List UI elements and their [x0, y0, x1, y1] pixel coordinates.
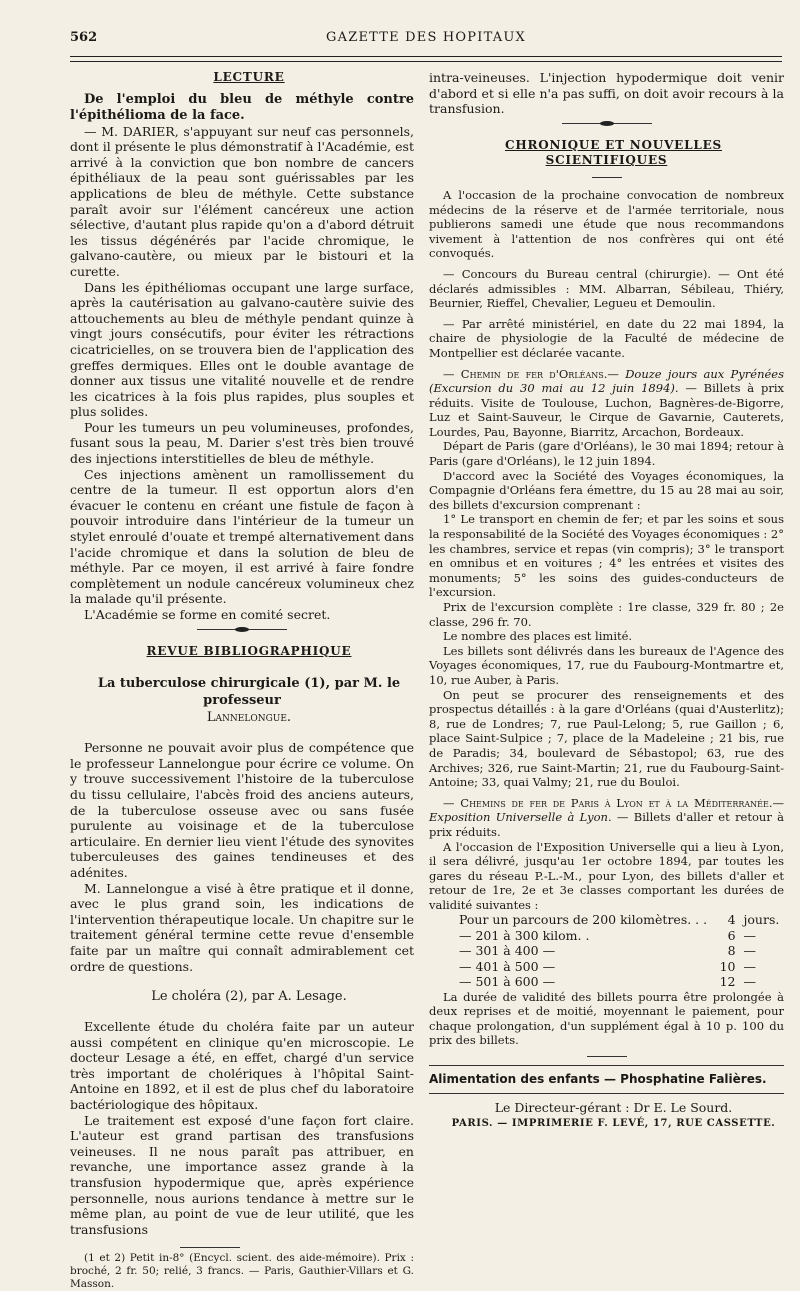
validity-days: 12: [719, 974, 736, 990]
plm-subheading: — Exposition Universelle à Lyon. —: [429, 795, 784, 825]
validity-unit: —: [743, 974, 757, 990]
continued-paragraph: intra-veineuses. L'injection hypodermique doit venir d'abord et si elle n'a pas suffi, on doit avoir recours à la transfusion.: [429, 70, 784, 117]
validity-days: 10: [719, 958, 736, 974]
validity-row: [429, 974, 784, 989]
validity-distance: Pour un parcours de 200 kilomètres. . .: [459, 912, 708, 928]
accord-paragraph: D'accord avec la Société des Voyages économiques, la Compagnie d'Orléans fera émettre, du 15 au 28 mai au soir, des billets d'excursion comprenant :: [429, 468, 784, 512]
validity-row: [429, 943, 784, 958]
review-paragraph: M. Lannelongue a visé à être pratique et il donne, avec le plus grand soin, les indications de l'intervention thérapeutique locale. Un chapitre sur le traitement général termine cette revue d'ensemble faite par un maître qui connaît admirablement cet ordre de questions.: [70, 880, 414, 974]
lecture-paragraph: Dans les épithéliomas occupant une large surface, après la cautérisation au galvano-cautère suivie des attouchements au bleu de méthyle pendant quinze à vingt jours consécutifs, pour éviter les rétractions cicatricielles, on se trouvera bien de l'application des greffes dermiques. Elles ont le double avantage de donner aux tissus une vitalité nouvelle et de rendre les cicatrices à la fois plus rapides, plus souples et plus solides.: [70, 279, 414, 420]
footnote-rule: [180, 1247, 240, 1248]
orleans-text: Billets à prix réduits. Visite de Toulouse, Luchon, Bagnères-de-Bigorre, Luz et Saint-Sauveur, le Cirque de Gavarnie, Cauterets, Lourdes, Pau, Bayonne, Biarritz, Arcachon, Bordeaux.: [429, 381, 784, 439]
review-paragraph: Personne ne pouvait avoir plus de compétence que le professeur Lannelongue pour écrire ce volume. On y trouve successivement l'histoire de la tuberculose du tissu cellulaire, l'abcès froid des anciens auteurs, de la tuberculose osseuse avec ou sans fusée purulente au voisinage et de la tuberculose articulaire. En dernier lieu vient l'étude des synovites tuberculeuses des gaines tendineuses et des adénites.: [70, 740, 414, 880]
lecture-heading: LECTURE: [213, 70, 285, 84]
lecture-author: M. DARIER: [101, 123, 175, 139]
footnote: (1 et 2) Petit in-8° (Encycl. scient. des aide-mémoire). Prix : broché, 2 fr. 50; relié, 3 francs. — Paris, Gauthier-Villars et G. Masson.: [70, 1252, 414, 1291]
billets-paragraph: Les billets sont délivrés dans les bureaux de l'Agence des Voyages économiques, 17, rue du Faubourg-Montmartre et, 10, rue Auber, à Paris.: [429, 643, 784, 687]
validity-distance: — 201 à 300 kilom. .: [459, 927, 590, 943]
lecture-paragraph-text: , s'appuyant sur neuf cas personnels, dont il présente le plus démonstratif à l'Académie, est arrivé à la conviction que bon nombre de cancers épithéliaux de la peau sont guérissables par les applications de bleu de méthyle. Cette substance paraît avoir sur l'élément cancéreux une action sélective, d'autant plus rapide qu'on a d'abord détruit les tissus dégénérés par l'acide chromique, le galvano-cautère, ou mieux par le bistouri et la curette.: [70, 123, 414, 279]
validity-row: [429, 959, 784, 974]
plm-text: Billets d'aller et retour à prix réduits.: [429, 810, 785, 839]
short-rule: [587, 1056, 627, 1057]
depart-paragraph: Départ de Paris (gare d'Orléans), le 30 mai 1894; retour à Paris (gare d'Orléans), le 12 juin 1894.: [429, 439, 784, 469]
validity-distance: — 301 à 400 —: [459, 943, 556, 959]
duree-paragraph: La durée de validité des billets pourra être prolongée à deux reprises et de moitié, moyennant le paiement, pour chaque prolongation, d'un supplément égal à 10 p. 100 du prix des billets.: [429, 989, 784, 1048]
validity-unit: —: [743, 927, 757, 943]
lecture-paragraph: Pour les tumeurs un peu volumineuses, profondes, fusant sous la peau, M. Darier s'est très bien trouvé des injections interstitielles de bleu de méthyle.: [70, 419, 414, 467]
section-ornament: [562, 123, 652, 130]
review1-title: La tuberculose chirurgicale (1), par M. le professeur: [97, 676, 401, 709]
review-paragraph: Excellente étude du choléra faite par un auteur aussi compétent en clinique qu'en microscopie. Le docteur Lesage a été, en effet, chargé d'un service très important de cholériques à l'hôpital Saint-Antoine en 1892, et il est de plus chef du laboratoire bactériologique des hôpitaux.: [70, 1019, 414, 1113]
validity-table: [429, 912, 784, 989]
validity-distance: — 401 à 500 —: [459, 958, 556, 974]
lecture-paragraph: Ces injections amènent un ramollissement du centre de la tumeur. Il est opportun alors d'en évacuer le contenu en créant une fistule de façon à pouvoir introduire dans l'intérieur de la tumeur un stylet enroulé d'ouate et trempé alternativement dans l'acide chromique et dans la solution de bleu de méthyle. Par ce moyen, il est arrivé à faire fondre complètement un nodule cancéreux volumineux chez la malade qu'il présente.: [70, 466, 414, 607]
validity-row: [429, 928, 784, 943]
orleans-paragraph: [429, 367, 784, 440]
review2-title: Le choléra (2), par A. Lesage.: [151, 989, 347, 1005]
divider-rule: [429, 1093, 784, 1094]
header-rule: [70, 56, 782, 62]
plm-paragraph: A l'occasion de l'Exposition Universelle qui a lieu à Lyon, il sera délivré, jusqu'au 1er octobre 1894, par toutes les gares du réseau P.-L.-M., pour Lyon, des billets d'aller et retour de 1re, 2e et 3e classes comportant les durées de validité suivantes :: [429, 839, 784, 912]
review1-author: Lannelongue.: [206, 710, 292, 726]
validity-days: 8: [727, 943, 736, 959]
prospectus-paragraph: On peut se procurer des renseignements et des prospectus détaillés : à la gare d'Orléans (quai d'Austerlitz); 8, rue de Londres; 7, rue Paul-Lelong; 5, rue Gaillon ; 6, place Saint-Sulpice ; 7, place de la Madeleine ; 21 bis, rue de Paradis; 34, boulevard de Sébastopol; 63, rue des Archives; 326, rue Saint-Martin; 21, rue du Faubourg-Saint-Antoine; 33, quai Valmy; 21, rue du Bouloi.: [429, 687, 784, 790]
section-ornament: [197, 629, 287, 636]
plm-heading: — Chemins de fer de Paris à Lyon et à la Méditerranée.: [443, 795, 773, 810]
validity-distance: — 501 à 600 —: [459, 974, 556, 990]
validity-unit: —: [743, 943, 757, 959]
right-column: [429, 70, 784, 1132]
signature-line: Le Directeur-gérant : Dr E. Le Sourd.: [494, 1100, 733, 1116]
alimentation-ad: Alimentation des enfants — Phosphatine Falières.: [429, 1071, 767, 1086]
validity-days: 6: [727, 927, 736, 943]
journal-title: GAZETTE DES HOPITAUX: [326, 30, 526, 45]
chronique-paragraph: — Par arrêté ministériel, en date du 22 mai 1894, la chaire de physiologie de la Faculté de médecine de Montpellier est déclarée vacante.: [429, 316, 784, 360]
plm-heading-paragraph: [429, 796, 784, 840]
revue-heading: REVUE BIBLIOGRAPHIQUE: [146, 643, 352, 658]
page-number: 562: [70, 30, 98, 45]
chronique-paragraph: A l'occasion de la prochaine convocation de nombreux médecins de la réserve et de l'armée territoriale, nous publierons samedi une étude que nous recommandons vivement à l'attention de nos confrères qui ont été convoqués.: [429, 187, 784, 261]
nombre-paragraph: Le nombre des places est limité.: [443, 629, 633, 644]
orleans-subheading: — Douze jours aux Pyrénées (Excursion du 30 mai au 12 juin 1894). —: [429, 366, 784, 396]
lecture-paragraph: L'Académie se forme en comité secret.: [84, 607, 331, 622]
lecture-title: De l'emploi du bleu de méthyle contre l'épithélioma de la face.: [70, 91, 414, 123]
left-column: [70, 70, 414, 1291]
prix-paragraph: Prix de l'excursion complète : 1re classe, 329 fr. 80 ; 2e classe, 296 fr. 70.: [429, 600, 784, 629]
orleans-heading: — Chemin de fer d'Orléans.: [443, 366, 608, 381]
validity-unit: —: [743, 958, 757, 974]
printer-imprint: PARIS. — IMPRIMERIE F. LEVÉ, 17, RUE CASSETTE.: [451, 1118, 776, 1130]
divider-rule: [429, 1065, 784, 1066]
validity-row: [429, 912, 784, 927]
chronique-paragraph: — Concours du Bureau central (chirurgie). — Ont été déclarés admissibles : MM. Albarran, Sébileau, Thiéry, Beurnier, Rieffel, Chevalier, Legueu et Demoulin.: [429, 266, 784, 311]
short-rule: [592, 177, 622, 178]
review-paragraph: Le traitement est exposé d'une façon fort claire. L'auteur est grand partisan des transfusions veineuses. Il ne nous paraît pas attribuer, en revanche, une importance assez grande à la transfusion hypodermique que, après expérience personnelle, nous aurions tendance à mettre sur le même plan, au point de vue de leur utilité, que les transfusions: [70, 1112, 414, 1237]
lecture-paragraph: — M. DARIER, s'appuyant sur neuf cas personnels, dont il présente le plus démonstratif à l'Académie, est arrivé à la conviction que bon nombre de cancers épithéliaux de la peau sont guérissables par les applications de bleu de méthyle. Cette substance paraît avoir sur l'élément cancéreux une action sélective, d'autant plus rapide qu'on a d'abord détruit les tissus dégénérés par l'acide chromique, le galvano-cautère, ou mieux par le bistouri et la curette.: [70, 123, 414, 279]
chronique-heading: CHRONIQUE ET NOUVELLES SCIENTIFIQUES: [504, 137, 723, 168]
page-header: [70, 30, 782, 54]
items-paragraph: 1° Le transport en chemin de fer; et par les soins et sous la responsabilité de la Société des Voyages économiques : 2° les chambres, service et repas (vin compris); 3° le transport en omnibus et en voitures ; 4° les entrées et visites des monuments; 5° les soins des guides-conducteurs de l'excursion.: [429, 512, 784, 600]
validity-unit: jours.: [743, 912, 780, 928]
validity-days: 4: [727, 912, 736, 928]
